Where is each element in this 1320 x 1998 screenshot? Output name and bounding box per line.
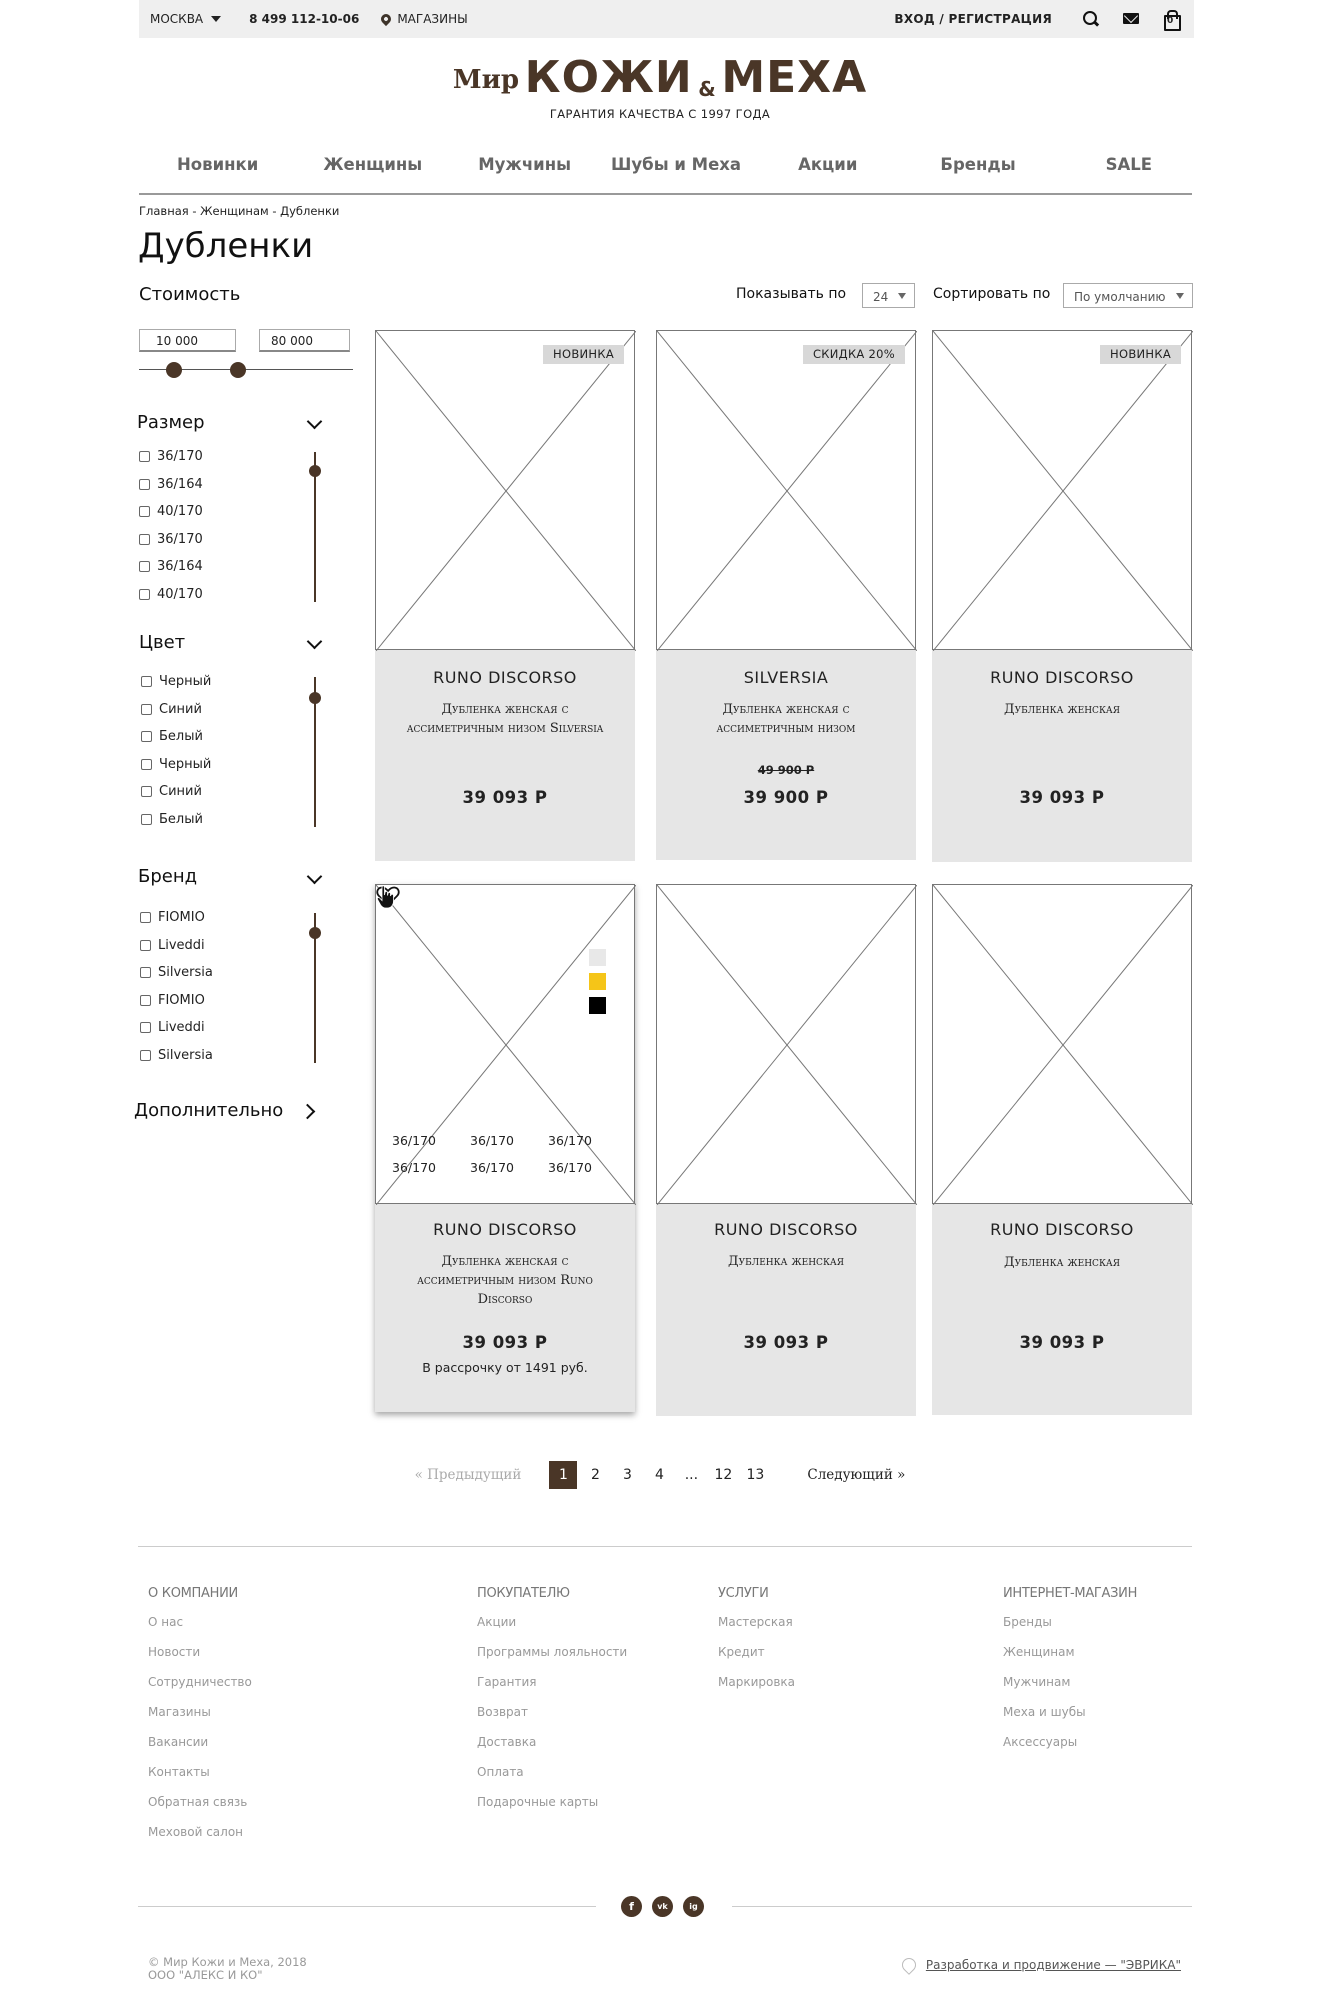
nav-item-sale[interactable]: SALE: [1105, 155, 1153, 174]
option-label: Silversia: [158, 965, 213, 981]
filter-color-title[interactable]: Цвет: [139, 632, 186, 653]
product-card[interactable]: [656, 884, 916, 1416]
color-option[interactable]: [141, 751, 211, 779]
color-option[interactable]: [141, 778, 211, 806]
stores-link[interactable]: [381, 12, 467, 26]
nav-item-brands[interactable]: Бренды: [940, 155, 1016, 174]
footer-link[interactable]: Мастерская: [718, 1615, 793, 1629]
checkbox[interactable]: [141, 676, 152, 687]
developer-credit[interactable]: [902, 1958, 1181, 1972]
chevron-right-icon[interactable]: [300, 1104, 316, 1120]
filter-brand-title[interactable]: Бренд: [138, 866, 198, 887]
size-chip[interactable]: 36/170: [392, 1160, 436, 1175]
checkbox[interactable]: [140, 1022, 151, 1033]
product-image-placeholder[interactable]: [656, 884, 916, 1204]
per-page-label: Показывать по: [736, 286, 847, 302]
main-nav: [139, 150, 1192, 195]
product-brand[interactable]: RUNO DISCORSO: [990, 1220, 1134, 1239]
option-label: Liveddi: [158, 937, 205, 953]
cart-icon[interactable]: [1162, 10, 1180, 28]
footer-column-title: ПОКУПАТЕЛЮ: [477, 1586, 570, 1601]
filter-price-title: Стоимость: [139, 284, 241, 305]
brand-option[interactable]: [140, 1042, 213, 1070]
pagination-next[interactable]: Следующий »: [807, 1467, 906, 1483]
product-description[interactable]: Дубленка женская: [728, 1254, 844, 1269]
logo-word-mir: Мир: [452, 65, 520, 95]
page-link[interactable]: 12: [714, 1467, 733, 1483]
footer-link[interactable]: Меха и шубы: [1003, 1705, 1086, 1719]
size-options: [139, 443, 203, 608]
logo-word-meha: МЕХА: [721, 52, 868, 103]
product-badge: СКИДКА 20%: [803, 345, 905, 364]
filter-more-title[interactable]: Дополнительно: [134, 1100, 284, 1121]
product-card[interactable]: [375, 330, 635, 861]
checkbox[interactable]: [140, 940, 151, 951]
size-chip[interactable]: 36/170: [470, 1160, 514, 1175]
option-label: 36/164: [157, 559, 203, 575]
nav-item-women[interactable]: Женщины: [323, 155, 423, 174]
footer-column-customer: [477, 1586, 627, 1825]
product-brand[interactable]: RUNO DISCORSO: [433, 668, 577, 687]
nav-item-new[interactable]: Новинки: [177, 155, 259, 174]
footer-link[interactable]: Акции: [477, 1615, 517, 1629]
product-brand[interactable]: SILVERSIA: [743, 668, 829, 687]
map-pin-icon: [899, 1955, 919, 1975]
nav-item-men[interactable]: Мужчины: [478, 155, 572, 174]
brand-option[interactable]: [140, 1014, 213, 1042]
login-register-link[interactable]: ВХОД / РЕГИСТРАЦИЯ: [894, 12, 1052, 26]
cart-count: 0: [1167, 16, 1174, 26]
page-link-active[interactable]: 1: [549, 1461, 577, 1489]
option-label: Черный: [159, 674, 212, 690]
brand-options: [140, 904, 213, 1069]
price-range-max-handle[interactable]: [230, 362, 246, 378]
product-price: 39 093 Р: [743, 1333, 829, 1352]
option-label: 40/170: [157, 586, 203, 602]
size-chip[interactable]: 36/170: [392, 1133, 436, 1148]
product-description[interactable]: Дубленка женская: [1004, 1255, 1120, 1270]
product-description[interactable]: Дубленка женская с ассиметричным низом Runo Discorso: [417, 1254, 593, 1307]
per-page-value: 24: [873, 290, 889, 304]
chevron-down-icon[interactable]: [307, 869, 323, 885]
size-chip[interactable]: 36/170: [470, 1133, 514, 1148]
page-link[interactable]: 2: [590, 1467, 600, 1483]
sort-value: По умолчанию: [1074, 290, 1166, 304]
page-link[interactable]: 3: [622, 1467, 632, 1483]
product-image-placeholder[interactable]: [656, 330, 916, 650]
product-image-placeholder[interactable]: [932, 884, 1192, 1204]
city-selector[interactable]: [150, 12, 221, 26]
tagline: ГАРАНТИЯ КАЧЕСТВА С 1997 ГОДА: [549, 107, 771, 121]
phone-number[interactable]: 8 499 112-10-06: [249, 12, 360, 26]
brand-option[interactable]: [140, 904, 213, 932]
product-price: 39 900 Р: [743, 788, 829, 807]
footer-column-shop: [1003, 1586, 1137, 1765]
logo-ampersand: &: [698, 77, 716, 101]
color-option[interactable]: [141, 806, 211, 834]
checkbox[interactable]: [141, 704, 152, 715]
footer-link[interactable]: Обратная связь: [148, 1795, 248, 1809]
size-option[interactable]: [139, 553, 203, 581]
option-label: 36/170: [157, 449, 203, 465]
size-chip[interactable]: 36/170: [548, 1133, 592, 1148]
checkbox[interactable]: [141, 759, 152, 770]
product-badge: НОВИНКА: [1100, 345, 1181, 364]
brand-option[interactable]: [140, 932, 213, 960]
filter-size-title[interactable]: Размер: [137, 412, 205, 433]
pagination: [0, 1461, 1320, 1489]
option-label: Silversia: [158, 1047, 213, 1063]
mail-icon[interactable]: [1122, 10, 1140, 28]
checkbox[interactable]: [140, 1050, 151, 1061]
copyright: [148, 1956, 307, 1982]
product-image-placeholder[interactable]: [932, 330, 1192, 650]
product-price: 39 093 Р: [1019, 788, 1105, 807]
image-placeholder-icon: [376, 331, 636, 651]
brand-option[interactable]: [140, 959, 213, 987]
brand-scroll-handle[interactable]: [309, 927, 321, 939]
footer-link[interactable]: Контакты: [148, 1765, 210, 1779]
price-min-input[interactable]: 10 000: [139, 329, 236, 352]
product-price: 39 093 Р: [462, 788, 548, 807]
option-label: FIOMIO: [158, 910, 205, 926]
footer-link[interactable]: Аксессуары: [1003, 1735, 1078, 1749]
option-label: Синий: [159, 784, 202, 800]
sort-select[interactable]: [1063, 283, 1193, 308]
footer-column-title: УСЛУГИ: [718, 1586, 769, 1601]
copyright-line: © Мир Кожи и Меха, 2018: [148, 1955, 307, 1969]
product-card-hovered[interactable]: [375, 884, 635, 1412]
footer-link[interactable]: О нас: [148, 1615, 184, 1629]
footer-link[interactable]: Сотрудничество: [148, 1675, 252, 1689]
page-link[interactable]: 4: [654, 1467, 664, 1483]
option-label: Белый: [159, 811, 203, 827]
price-range-min-handle[interactable]: [166, 362, 182, 378]
available-sizes: [392, 1133, 622, 1175]
caret-down-icon: [1176, 293, 1184, 299]
color-option[interactable]: [141, 696, 211, 724]
checkbox[interactable]: [140, 912, 151, 923]
footer-column-title: О КОМПАНИИ: [148, 1586, 238, 1601]
color-swatch-yellow[interactable]: [589, 973, 606, 990]
image-placeholder-icon: [933, 331, 1193, 651]
page-title: Дубленки: [138, 226, 314, 266]
color-swatch-black[interactable]: [589, 997, 606, 1014]
map-pin-icon: [379, 12, 393, 26]
option-label: Белый: [159, 729, 203, 745]
footer-column-services: [718, 1586, 795, 1705]
footer-link[interactable]: Меховой салон: [148, 1825, 244, 1839]
footer-link[interactable]: Мужчинам: [1003, 1675, 1071, 1689]
breadcrumb[interactable]: Главная - Женщинам - Дубленки: [139, 204, 340, 218]
page-link[interactable]: 13: [746, 1467, 765, 1483]
option-label: 36/170: [157, 531, 203, 547]
option-label: Liveddi: [158, 1020, 205, 1036]
size-option[interactable]: [139, 526, 203, 554]
sort-label: Сортировать по: [933, 286, 1051, 302]
brand-option[interactable]: [140, 987, 213, 1015]
caret-down-icon: [898, 293, 906, 299]
product-description[interactable]: Дубленка женская: [1004, 702, 1120, 717]
image-placeholder-icon: [933, 885, 1193, 1205]
color-options: [141, 668, 211, 833]
instagram-icon[interactable]: ig: [683, 1896, 704, 1917]
footer-link[interactable]: Вакансии: [148, 1735, 209, 1749]
facebook-icon[interactable]: f: [621, 1896, 642, 1917]
installment-note: В рассрочку от 1491 руб.: [422, 1360, 588, 1375]
city-label: МОСКВА: [150, 12, 204, 26]
product-badge: НОВИНКА: [543, 345, 624, 364]
footer-link[interactable]: Возврат: [477, 1705, 528, 1719]
product-old-price: 49 900 Р: [757, 763, 815, 777]
size-option[interactable]: [139, 443, 203, 471]
footer-divider-right: [732, 1906, 1192, 1907]
option-label: FIOMIO: [158, 992, 205, 1008]
product-description[interactable]: Дубленка женская с ассиметричным низом: [716, 702, 856, 736]
image-placeholder-icon: [657, 885, 917, 1205]
product-brand[interactable]: RUNO DISCORSO: [990, 668, 1134, 687]
checkbox[interactable]: [141, 814, 152, 825]
checkbox[interactable]: [139, 506, 150, 517]
checkbox[interactable]: [139, 534, 150, 545]
color-scroll-handle[interactable]: [309, 692, 321, 704]
footer-link[interactable]: Бренды: [1003, 1615, 1052, 1629]
size-scroll-handle[interactable]: [309, 465, 321, 477]
option-label: 36/164: [157, 476, 203, 492]
product-brand[interactable]: RUNO DISCORSO: [433, 1220, 577, 1239]
checkbox[interactable]: [140, 995, 151, 1006]
caret-down-icon: [211, 16, 221, 22]
pagination-prev[interactable]: « Предыдущий: [414, 1467, 522, 1483]
social-links: [621, 1896, 704, 1917]
product-brand[interactable]: RUNO DISCORSO: [714, 1220, 858, 1239]
footer-link[interactable]: Женщинам: [1003, 1645, 1075, 1659]
nav-item-furs[interactable]: Шубы и Меха: [611, 155, 742, 174]
size-option[interactable]: [139, 471, 203, 499]
hand-cursor-icon: [376, 885, 396, 909]
footer-link[interactable]: Доставка: [477, 1735, 537, 1749]
page-ellipsis: ...: [684, 1467, 699, 1483]
site-logo[interactable]: [0, 52, 1320, 103]
checkbox[interactable]: [139, 451, 150, 462]
product-price: 39 093 Р: [1019, 1333, 1105, 1352]
stores-label: МАГАЗИНЫ: [397, 12, 468, 26]
footer-column-company: [148, 1586, 252, 1855]
chevron-down-icon[interactable]: [307, 634, 323, 650]
color-option[interactable]: [141, 668, 211, 696]
option-label: 40/170: [157, 504, 203, 520]
size-chip[interactable]: 36/170: [548, 1160, 592, 1175]
footer-link[interactable]: Подарочные карты: [477, 1795, 599, 1809]
footer-column-title: ИНТЕРНЕТ-МАГАЗИН: [1003, 1586, 1138, 1601]
footer-link[interactable]: Магазины: [148, 1705, 211, 1719]
footer-link[interactable]: Оплата: [477, 1765, 524, 1779]
chevron-down-icon[interactable]: [307, 414, 323, 430]
logo-word-kozhi: КОЖИ: [524, 52, 693, 103]
vk-icon[interactable]: vk: [652, 1896, 673, 1917]
option-label: Черный: [159, 756, 212, 772]
top-bar: [139, 0, 1194, 38]
per-page-select[interactable]: [862, 283, 915, 308]
checkbox[interactable]: [141, 786, 152, 797]
footer-link[interactable]: Кредит: [718, 1645, 765, 1659]
product-card[interactable]: [656, 330, 916, 860]
nav-item-sales[interactable]: Акции: [798, 155, 858, 174]
color-swatch-light-gray[interactable]: [589, 949, 606, 966]
footer-link[interactable]: Программы лояльности: [477, 1645, 628, 1659]
developer-link[interactable]: Разработка и продвижение — "ЭВРИКА": [925, 1958, 1181, 1972]
footer-divider: [138, 1546, 1192, 1547]
checkbox[interactable]: [140, 967, 151, 978]
product-card[interactable]: [932, 884, 1192, 1415]
checkbox[interactable]: [139, 589, 150, 600]
footer-link[interactable]: Маркировка: [718, 1675, 796, 1689]
product-card[interactable]: [932, 330, 1192, 862]
checkbox[interactable]: [139, 479, 150, 490]
footer-divider-left: [138, 1906, 596, 1907]
image-placeholder-icon: [657, 331, 917, 651]
product-image-placeholder[interactable]: [375, 330, 635, 650]
size-option[interactable]: [139, 581, 203, 609]
product-price: 39 093 Р: [462, 1333, 548, 1352]
footer-link[interactable]: Новости: [148, 1645, 201, 1659]
checkbox[interactable]: [141, 731, 152, 742]
search-icon[interactable]: [1082, 10, 1100, 28]
option-label: Синий: [159, 701, 202, 717]
price-max-input[interactable]: 80 000: [259, 329, 350, 352]
footer-link[interactable]: Гарантия: [477, 1675, 537, 1689]
product-image-placeholder[interactable]: [375, 884, 635, 1204]
product-description[interactable]: Дубленка женская с ассиметричным низом Silversia: [406, 702, 604, 736]
color-option[interactable]: [141, 723, 211, 751]
checkbox[interactable]: [139, 561, 150, 572]
size-option[interactable]: [139, 498, 203, 526]
company-name: ООО "АЛЕКС И КО": [148, 1968, 263, 1982]
